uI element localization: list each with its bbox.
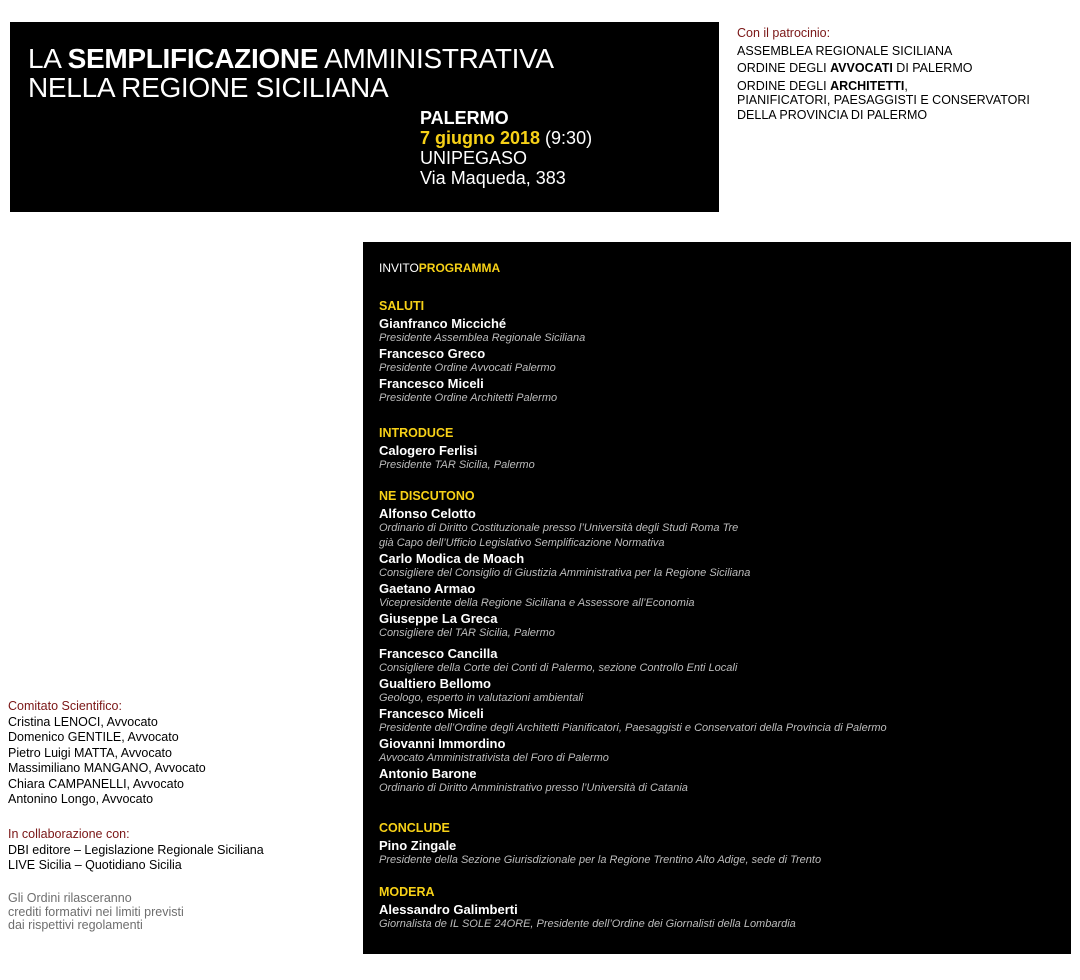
patron-avvocati-post: DI PALERMO: [892, 61, 973, 75]
event-datetime: [420, 128, 592, 148]
person-role: Ordinario di Diritto Costituzionale presso l’Università degli Studi Roma Tre: [379, 522, 739, 534]
person-name: Gianfranco Micciché: [379, 316, 507, 331]
collaboration-label: In collaborazione con:: [8, 827, 130, 841]
person-entry: [379, 902, 1059, 932]
section-modera: [379, 885, 1059, 932]
person-role: Presidente Assemblea Regionale Siciliana: [379, 332, 586, 344]
event-city: PALERMO: [420, 108, 509, 128]
section-title: INTRODUCE: [379, 426, 454, 440]
person-role-secondary: già Capo dell’Ufficio Legislativo Semplificazione Normativa: [379, 537, 665, 549]
section-title: CONCLUDE: [379, 821, 450, 835]
event-venue: UNIPEGASO: [420, 148, 528, 168]
person-role: Consigliere del Consiglio di Giustizia Amministrativa per la Regione Siciliana: [379, 567, 751, 579]
person-role: Avvocato Amministrativista del Foro di Palermo: [379, 752, 609, 764]
person-role: Consigliere della Corte dei Conti di Palermo, sezione Controllo Enti Locali: [379, 662, 738, 674]
person-entry: [379, 316, 1059, 346]
person-role: Consigliere del TAR Sicilia, Palermo: [379, 627, 555, 639]
person-name: Francesco Miceli: [379, 376, 484, 391]
header-banner: [10, 22, 719, 212]
committee-member: Chiara CAMPANELLI, Avvocato: [8, 776, 185, 791]
patronage-block: [737, 26, 1072, 122]
patron-architetti: [737, 79, 1072, 94]
patron-avvocati: [737, 61, 1072, 76]
patron-architetti-bold: ARCHITETTI: [830, 78, 905, 93]
person-role: Presidente TAR Sicilia, Palermo: [379, 459, 535, 471]
patron-avvocati-pre: ORDINE DEGLI: [737, 61, 831, 75]
person-name: Pino Zingale: [379, 838, 457, 853]
person-role: Presidente Ordine Architetti Palermo: [379, 392, 558, 404]
committee-member: Domenico GENTILE, Avvocato: [8, 730, 179, 744]
event-address: Via Maqueda, 383: [420, 168, 566, 188]
credits-line: crediti formativi nei limiti previsti: [8, 904, 184, 919]
committee-member: Pietro Luigi MATTA, Avvocato: [8, 745, 172, 760]
committee-label: Comitato Scientifico:: [8, 699, 122, 713]
person-entry: [379, 346, 1059, 376]
person-role: Vicepresidente della Regione Siciliana e Assessore all’Economia: [379, 597, 695, 609]
person-role: Presidente dell’Ordine degli Architetti Pianificatori, Paesaggisti e Conservatori della Provincia di Palermo: [379, 722, 887, 734]
patron-ars: ASSEMBLEA REGIONALE SICILIANA: [737, 43, 953, 58]
person-name: Gualtiero Bellomo: [379, 676, 491, 691]
person-entry: [379, 551, 1059, 581]
person-role: Geologo, esperto in valutazioni ambientali: [379, 692, 584, 704]
event-info: [420, 108, 592, 188]
person-entry: [379, 838, 1059, 868]
person-entry: [379, 706, 1059, 736]
committee-member: Antonino Longo, Avvocato: [8, 792, 154, 806]
person-name: Giuseppe La Greca: [379, 611, 498, 626]
patronage-label: Con il patrocinio:: [737, 26, 831, 40]
person-name: Alessandro Galimberti: [379, 902, 518, 917]
person-role: Ordinario di Diritto Amministrativo presso l’Università di Catania: [379, 782, 688, 794]
section-title: NE DISCUTONO: [379, 489, 475, 503]
person-name: Francesco Miceli: [379, 706, 484, 721]
person-entry: [379, 646, 1059, 676]
patron-architetti-line2: PIANIFICATORI, PAESAGGISTI E CONSERVATORI: [737, 93, 1030, 107]
program-heading: [379, 261, 500, 275]
section-conclude: [379, 821, 1059, 868]
collaboration-item: LIVE Sicilia – Quotidiano Sicilia: [8, 858, 182, 872]
person-name: Antonio Barone: [379, 766, 477, 781]
person-entry: [379, 766, 1059, 796]
title-post: AMMINISTRATIVA: [318, 43, 554, 74]
patron-architetti-post: ,: [904, 78, 908, 93]
title-pre: LA: [28, 43, 68, 74]
person-name: Giovanni Immordino: [379, 736, 506, 751]
person-entry: [379, 443, 1059, 473]
title-line2: NELLA REGIONE SICILIANA: [28, 72, 389, 103]
committee-member: Massimiliano MANGANO, Avvocato: [8, 761, 206, 775]
collaboration-item: DBI editore – Legislazione Regionale Siciliana: [8, 842, 264, 857]
patron-architetti-line3: DELLA PROVINCIA DI PALERMO: [737, 107, 928, 122]
person-name: Alfonso Celotto: [379, 506, 476, 521]
event-date: 7 giugno 2018: [420, 128, 541, 148]
section-saluti: [379, 299, 1059, 406]
credits-line: Gli Ordini rilasceranno: [8, 891, 132, 905]
credits-note: [8, 892, 308, 933]
scientific-committee: [8, 699, 206, 808]
person-entry: [379, 376, 1059, 406]
person-name: Calogero Ferlisi: [379, 443, 478, 458]
person-role: Giornalista de IL SOLE 24ORE, Presidente dell’Ordine dei Giornalisti della Lombardia: [379, 918, 796, 930]
section-title: MODERA: [379, 885, 435, 899]
person-name: Gaetano Armao: [379, 581, 476, 596]
program-heading-pre: INVITO: [379, 261, 419, 275]
person-role: Presidente della Sezione Giurisdizionale per la Regione Trentino Alto Adige, sede di Trento: [379, 854, 822, 866]
person-entry: [379, 611, 1059, 641]
title-bold: SEMPLIFICAZIONE: [67, 43, 319, 74]
section-title: SALUTI: [379, 299, 425, 313]
person-name: Francesco Greco: [379, 346, 486, 361]
event-time: (9:30): [540, 128, 593, 148]
person-name: Carlo Modica de Moach: [379, 551, 525, 566]
person-entry: [379, 736, 1059, 766]
section-introduce: [379, 426, 1059, 473]
program-heading-bold: PROGRAMMA: [418, 261, 501, 275]
person-role: Presidente Ordine Avvocati Palermo: [379, 362, 556, 374]
person-entry: [379, 581, 1059, 611]
program-panel: [363, 242, 1071, 954]
credits-line: dai rispettivi regolamenti: [8, 918, 143, 932]
person-entry: [379, 676, 1059, 706]
section-discutono: [379, 489, 1059, 796]
event-title: [28, 44, 554, 102]
person-name: Francesco Cancilla: [379, 646, 498, 661]
title-line1: [28, 43, 554, 74]
patron-avvocati-bold: AVVOCATI: [830, 61, 893, 75]
collaboration-block: [8, 827, 264, 874]
patron-architetti-pre: ORDINE DEGLI: [737, 78, 831, 93]
person-entry: [379, 506, 1059, 551]
committee-member: Cristina LENOCI, Avvocato: [8, 714, 158, 729]
